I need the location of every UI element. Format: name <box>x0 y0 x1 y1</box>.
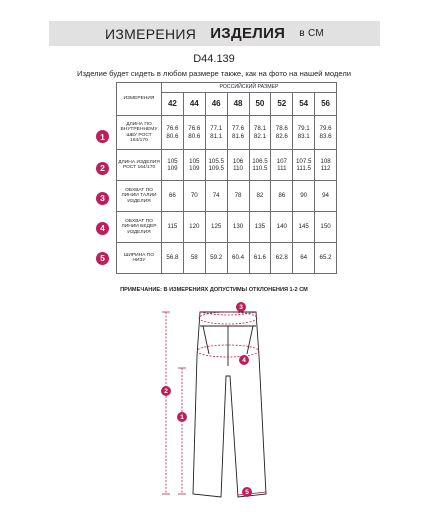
measure-value: 65.2 <box>315 243 337 274</box>
size-header: 52 <box>271 93 293 116</box>
measure-value: 120 <box>183 212 205 243</box>
row-number-badge-icon: 2 <box>96 162 109 175</box>
size-header: 54 <box>293 93 315 116</box>
measure-value: 61.6 <box>249 243 271 274</box>
row-number-badge-icon: 1 <box>96 130 109 143</box>
measure-value: 66 <box>162 181 184 212</box>
table-row <box>117 243 337 274</box>
header-title-light: ИЗМЕРЕНИЯ <box>105 25 197 42</box>
measure-value: 82 <box>249 181 271 212</box>
size-header: 42 <box>162 93 184 116</box>
measure-value: 78 <box>227 181 249 212</box>
table-row <box>117 116 337 150</box>
table-caption: РОССИЙСКИЙ РАЗМЕР <box>162 83 337 93</box>
marker-5-icon: 5 <box>242 487 252 497</box>
row-number-badge-icon: 3 <box>96 192 109 205</box>
measure-label: ДЛИНА ПО ВНУТРЕННЕМУ ШВУ РОСТ 164/170 <box>117 116 162 150</box>
measure-value: 106 110 <box>227 150 249 181</box>
pocket-right-line <box>247 326 253 354</box>
measure-value: 79.1 83.1 <box>293 116 315 150</box>
measure-value: 76.6 80.6 <box>183 116 205 150</box>
table-row <box>117 181 337 212</box>
measure-value: 105 109 <box>183 150 205 181</box>
marker-4-icon: 4 <box>239 355 249 365</box>
measure-value: 107.5 111.5 <box>293 150 315 181</box>
marker-1-icon: 1 <box>177 412 187 422</box>
measure-value: 108 112 <box>315 150 337 181</box>
measure-value: 74 <box>205 181 227 212</box>
size-table <box>116 82 337 274</box>
measure-value: 90 <box>293 181 315 212</box>
row-number-badge-icon: 5 <box>96 252 109 265</box>
measure-value: 60.4 <box>227 243 249 274</box>
measure-value: 86 <box>271 181 293 212</box>
measure-value: 59.2 <box>205 243 227 274</box>
measure-value: 77.1 81.1 <box>205 116 227 150</box>
measure-value: 130 <box>227 212 249 243</box>
pocket-left-line <box>203 326 209 354</box>
size-header: 46 <box>205 93 227 116</box>
table-row <box>117 150 337 181</box>
measure-value: 105 109 <box>162 150 184 181</box>
measure-value: 56.8 <box>162 243 184 274</box>
measure-label: ДЛИНА ИЗДЕЛИЯ РОСТ 164/170 <box>117 150 162 181</box>
row-number-badge-icon: 4 <box>96 222 109 235</box>
measure-value: 106.5 110.5 <box>249 150 271 181</box>
measure-value: 78.6 82.6 <box>271 116 293 150</box>
measure-label: ОБХВАТ ПО ЛИНИИ БЕДЕР ИЗДЕЛИЯ <box>117 212 162 243</box>
header-unit: в СМ <box>299 28 324 39</box>
fit-subtitle: Изделие будет сидеть в любом размере также, как на фото на нашей модели <box>76 69 352 78</box>
header-title-bold: ИЗДЕЛИЯ <box>210 25 286 42</box>
table-row <box>117 212 337 243</box>
trousers-diagram <box>0 296 428 527</box>
measure-value: 125 <box>205 212 227 243</box>
measure-value: 76.6 80.6 <box>162 116 184 150</box>
product-code: D44.139 <box>193 53 235 65</box>
size-header: 48 <box>227 93 249 116</box>
measure-value: 105.5 109.5 <box>205 150 227 181</box>
measure-value: 79.6 83.6 <box>315 116 337 150</box>
measure-value: 77.6 81.6 <box>227 116 249 150</box>
measure-value: 64 <box>293 243 315 274</box>
measure-value: 58 <box>183 243 205 274</box>
measure-value: 107 111 <box>271 150 293 181</box>
measure-label: ШИРИНА ПО НИЗУ <box>117 243 162 274</box>
table-measure-header: ИЗМЕРЕНИЯ <box>117 83 162 116</box>
measure-value: 70 <box>183 181 205 212</box>
measure-value: 145 <box>293 212 315 243</box>
tolerance-note: ПРИМЕЧАНИЕ: В ИЗМЕРЕНИЯХ ДОПУСТИМЫ ОТКЛОНЕНИЯ 1-2 СМ <box>120 287 308 293</box>
measure-value: 135 <box>249 212 271 243</box>
measure-label: ОБХВАТ ПО ЛИНИИ ТАЛИИ ИЗДЕЛИЯ <box>117 181 162 212</box>
marker-3-icon: 3 <box>236 302 246 312</box>
measure-value: 150 <box>315 212 337 243</box>
waist-measure-ellipse <box>199 312 257 324</box>
measure-value: 115 <box>162 212 184 243</box>
measure-value: 78.1 82.1 <box>249 116 271 150</box>
table-body <box>117 116 337 274</box>
measure-value: 62.8 <box>271 243 293 274</box>
trousers-outline <box>193 312 266 497</box>
marker-2-icon: 2 <box>161 386 171 396</box>
size-header: 44 <box>183 93 205 116</box>
size-header: 50 <box>249 93 271 116</box>
size-header: 56 <box>315 93 337 116</box>
measure-value: 94 <box>315 181 337 212</box>
header-bar <box>49 21 380 46</box>
measure-value: 140 <box>271 212 293 243</box>
